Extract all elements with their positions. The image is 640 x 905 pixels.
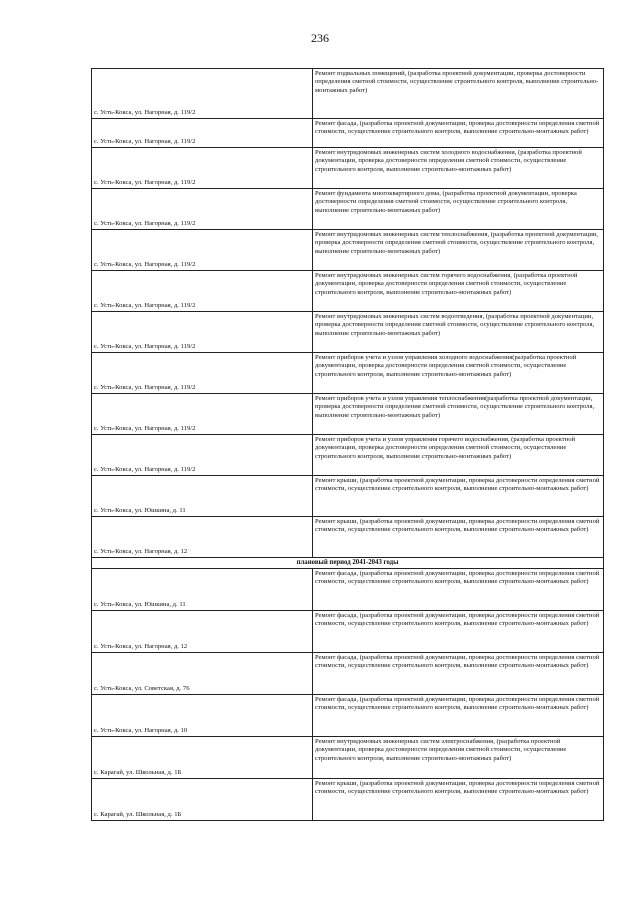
table-row [92, 695, 604, 737]
table-row [92, 517, 604, 558]
table-row [92, 312, 604, 353]
table-row [92, 69, 604, 119]
work-description-cell: Ремонт внутридомовых инженерных систем горячего водоснабжения, (разработка проектной документации, проверка достоверности определения сметной стоимости, осуществление строительного контроля, выполнение строительно-монтажных работ) [313, 271, 604, 312]
work-description-cell: Ремонт крыши, (разработка проектной документации, проверка достоверности определения сметной стоимости, осуществление строительного контроля, выполнение строительно-монтажных работ) [313, 779, 604, 821]
table-row [92, 148, 604, 189]
work-description-cell: Ремонт внутридомовых инженерных систем холодного водоснабжения, (разработка проектной документации, проверка достоверности определения сметной стоимости, осуществление строительного контроля, выполнение строительно-монтажных работ) [313, 148, 604, 189]
table-row [92, 779, 604, 821]
section-row [92, 558, 604, 569]
table-row [92, 476, 604, 517]
address-cell: с. Усть-Кокса, ул. Нагорная, д. 119/2 [92, 353, 313, 394]
work-description-cell: Ремонт фасада, (разработка проектной документации, проверка достоверности определения сметной стоимости, осуществление строительного контроля, выполнение строительно-монтажных работ) [313, 611, 604, 653]
work-description-cell: Ремонт подвальных помещений, (разработка проектной документации, проверка достоверности определения сметной стоимости, осуществление строительного контроля, выполнение строительно-монтажных работ) [313, 69, 604, 119]
section-title: плановый период 2041-2043 годы [92, 558, 604, 569]
work-description-cell: Ремонт внутридомовых инженерных систем водоотведения, (разработка проектной документации, проверка достоверности определения сметной стоимости, осуществление строительного контроля, выполнение строительно-монтажных работ) [313, 312, 604, 353]
address-cell: с. Карагай, ул. Школьная, д. 1Б [92, 779, 313, 821]
address-cell: с. Усть-Кокса, ул. Советская, д. 76 [92, 653, 313, 695]
table-row [92, 611, 604, 653]
address-cell: с. Усть-Кокса, ул. Нагорная, д. 119/2 [92, 312, 313, 353]
work-description-cell: Ремонт фасада, (разработка проектной документации, проверка достоверности определения сметной стоимости, осуществление строительного контроля, выполнение строительно-монтажных работ) [313, 119, 604, 148]
table-row [92, 737, 604, 779]
work-description-cell: Ремонт приборов учета и узлов управления горячего водоснабжения, (разработка проектной документации, проверка достоверности определения сметной стоимости, осуществление строительного контроля, выполнение строительно-монтажных работ) [313, 435, 604, 476]
address-cell: с. Усть-Кокса, ул. Нагорная, д. 119/2 [92, 69, 313, 119]
table-row [92, 435, 604, 476]
work-description-cell: Ремонт фасада, (разработка проектной документации, проверка достоверности определения сметной стоимости, осуществление строительного контроля, выполнение строительно-монтажных работ) [313, 653, 604, 695]
table-row [92, 189, 604, 230]
table-row [92, 271, 604, 312]
address-cell: с. Усть-Кокса, ул. Нагорная, д. 12 [92, 611, 313, 653]
address-cell: с. Усть-Кокса, ул. Юшкина, д. 11 [92, 569, 313, 611]
table-row [92, 394, 604, 435]
table-row [92, 653, 604, 695]
address-cell: с. Усть-Кокса, ул. Нагорная, д. 119/2 [92, 394, 313, 435]
work-description-cell: Ремонт внутридомовых инженерных систем теплоснабжения, (разработка проектной документации, проверка достоверности определения сметной стоимости, осуществление строительного контроля, выполнение строительно-монтажных работ) [313, 230, 604, 271]
table-row [92, 353, 604, 394]
address-cell: с. Усть-Кокса, ул. Нагорная, д. 119/2 [92, 189, 313, 230]
page-number: 236 [311, 31, 329, 45]
work-description-cell: Ремонт крыши, (разработка проектной документации, проверка достоверности определения сметной стоимости, осуществление строительного контроля, выполнение строительно-монтажных работ) [313, 517, 604, 558]
address-cell: с. Усть-Кокса, ул. Нагорная, д. 119/2 [92, 271, 313, 312]
table-row [92, 230, 604, 271]
address-cell: с. Усть-Кокса, ул. Нагорная, д. 10 [92, 695, 313, 737]
address-cell: с. Усть-Кокса, ул. Нагорная, д. 119/2 [92, 435, 313, 476]
address-cell: с. Усть-Кокса, ул. Нагорная, д. 119/2 [92, 119, 313, 148]
table-row [92, 119, 604, 148]
address-cell: с. Карагай, ул. Школьная, д. 1Б [92, 737, 313, 779]
address-cell: с. Усть-Кокса, ул. Нагорная, д. 119/2 [92, 148, 313, 189]
work-description-cell: Ремонт приборов учета и узлов управления холодного водоснабжения(разработка проектной документации, проверка достоверности определения сметной стоимости, осуществление строительного контроля, выполнение строительно-монтажных работ) [313, 353, 604, 394]
work-description-cell: Ремонт фасада, (разработка проектной документации, проверка достоверности определения сметной стоимости, осуществление строительного контроля, выполнение строительно-монтажных работ) [313, 569, 604, 611]
works-table [91, 68, 604, 821]
address-cell: с. Усть-Кокса, ул. Нагорная, д. 12 [92, 517, 313, 558]
work-description-cell: Ремонт внутридомовых инженерных систем электроснабжения, (разработка проектной документации, проверка достоверности определения сметной стоимости, осуществление строительного контроля, выполнение строительно-монтажных работ) [313, 737, 604, 779]
table-row [92, 569, 604, 611]
address-cell: с. Усть-Кокса, ул. Нагорная, д. 119/2 [92, 230, 313, 271]
work-description-cell: Ремонт крыши, (разработка проектной документации, проверка достоверности определения сметной стоимости, осуществление строительного контроля, выполнение строительно-монтажных работ) [313, 476, 604, 517]
work-description-cell: Ремонт фундамента многоквартирного дома, (разработка проектной документации, проверка достоверности определения сметной стоимости, осуществление строительного контроля, выполнение строительно-монтажных работ) [313, 189, 604, 230]
address-cell: с. Усть-Кокса, ул. Юшкина, д. 11 [92, 476, 313, 517]
work-description-cell: Ремонт фасада, (разработка проектной документации, проверка достоверности определения сметной стоимости, осуществление строительного контроля, выполнение строительно-монтажных работ) [313, 695, 604, 737]
work-description-cell: Ремонт приборов учета и узлов управления теплоснабжения(разработка проектной документации, проверка достоверности определения сметной стоимости, осуществление строительного контроля, выполнение строительно-монтажных работ) [313, 394, 604, 435]
